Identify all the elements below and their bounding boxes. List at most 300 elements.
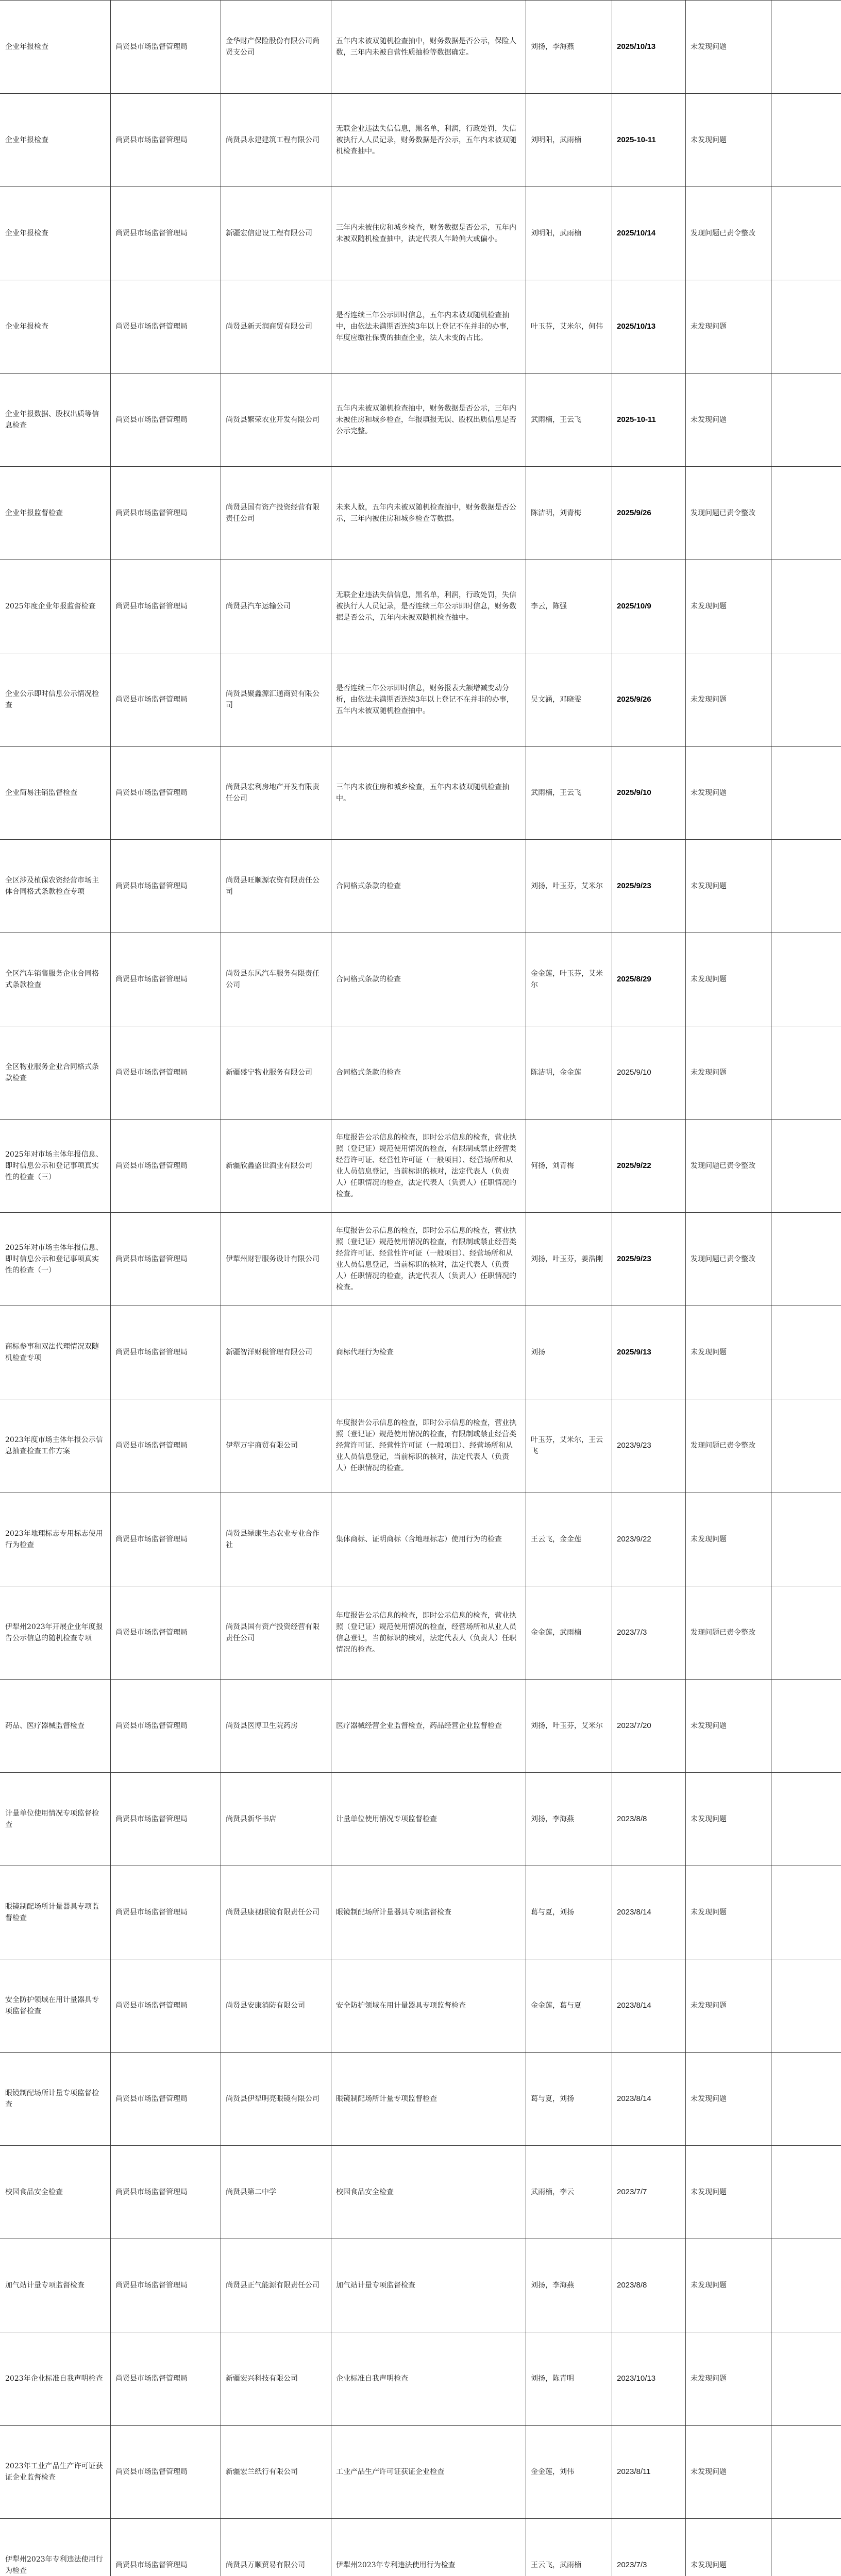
dept-cell <box>110 2239 221 2332</box>
remark-cell <box>771 2239 841 2332</box>
staff-text: 叶玉芬，艾米尔，何伟 <box>531 322 603 331</box>
table-row <box>0 560 841 653</box>
content-text: 三年内未被住房和城乡检查，五年内未被双随机检查抽中。 <box>336 783 509 803</box>
table-row <box>0 1772 841 1866</box>
staff-cell <box>526 280 612 373</box>
content-text: 是否连续三年公示即时信息，财务报表大额增减变动分析，由依法未满期否连续3年以上登记不在并非的办事，五年内未被双随机检查抽中。 <box>336 684 514 715</box>
subject-text: 伊犁州财智服务设计有限公司 <box>226 1255 319 1263</box>
staff-text: 武雨楠，王云飞 <box>531 788 581 797</box>
staff-text: 金金莲，叶玉芬，艾米尔 <box>531 969 603 989</box>
content-text: 加气站计量专项监督检查 <box>336 2281 415 2290</box>
remark-cell <box>771 933 841 1026</box>
task-cell <box>0 560 110 653</box>
dept-cell <box>110 1493 221 1586</box>
remark-cell <box>771 1212 841 1306</box>
dept-cell <box>110 560 221 653</box>
result-cell <box>685 93 771 187</box>
remark-cell <box>771 2425 841 2518</box>
result-cell <box>685 653 771 746</box>
content-cell <box>331 2145 526 2239</box>
subject-cell <box>221 1026 331 1119</box>
dept-text: 尚贤县市场监督管理局 <box>115 788 188 797</box>
remark-cell <box>771 0 841 93</box>
remark-cell <box>771 1119 841 1212</box>
dept-cell <box>110 1212 221 1306</box>
dept-text: 尚贤县市场监督管理局 <box>115 2001 188 2010</box>
content-text: 五年内未被双随机检查抽中，财务数据是否公示，保险人数，三年内未被自营性质抽检等数据确定。 <box>336 37 516 57</box>
task-cell <box>0 2239 110 2332</box>
table-row <box>0 1959 841 2052</box>
row-divider <box>0 2425 841 2426</box>
result-cell <box>685 1306 771 1399</box>
staff-text: 李云，陈强 <box>531 602 567 611</box>
result-text: 未发现问题 <box>691 1908 727 1917</box>
result-cell <box>685 1866 771 1959</box>
subject-cell <box>221 2425 331 2518</box>
content-cell <box>331 1026 526 1119</box>
result-cell <box>685 933 771 1026</box>
content-cell <box>331 1679 526 1772</box>
staff-text: 武雨楠，王云飞 <box>531 415 581 424</box>
date-cell <box>612 1399 685 1493</box>
content-cell <box>331 2332 526 2425</box>
staff-text: 刘扬，叶玉芬，艾米尔 <box>531 882 603 890</box>
date-text: 2023/7/3 <box>617 1628 647 1637</box>
task-cell <box>0 1866 110 1959</box>
staff-text: 叶玉芬，艾米尔，王云飞 <box>531 1436 603 1455</box>
content-cell <box>331 1772 526 1866</box>
dept-cell <box>110 1959 221 2052</box>
subject-text: 尚贤县国有资产投资经营有限责任公司 <box>226 1622 319 1642</box>
date-text: 2023/8/14 <box>617 2094 651 2103</box>
date-cell <box>612 93 685 187</box>
table-row <box>0 0 841 93</box>
subject-text: 尚贤县繁荣农业开发有限公司 <box>226 415 319 424</box>
dept-text: 尚贤县市场监督管理局 <box>115 1815 188 1823</box>
subject-text: 尚贤县旺顺源农资有限责任公司 <box>226 876 319 896</box>
task-cell <box>0 2332 110 2425</box>
subject-text: 尚贤县康视眼镜有限责任公司 <box>226 1908 319 1917</box>
task-cell <box>0 2145 110 2239</box>
table-row <box>0 1212 841 1306</box>
subject-cell <box>221 746 331 839</box>
date-text: 2025/9/26 <box>617 694 651 704</box>
result-text: 发现问题已责令整改 <box>691 1255 755 1263</box>
result-cell <box>685 560 771 653</box>
remark-cell <box>771 1586 841 1679</box>
date-cell <box>612 1772 685 1866</box>
date-cell <box>612 1212 685 1306</box>
remark-cell <box>771 466 841 560</box>
dept-text: 尚贤县市场监督管理局 <box>115 2561 188 2569</box>
subject-text: 尚贤县汽车运输公司 <box>226 602 291 611</box>
dept-cell <box>110 2145 221 2239</box>
subject-cell <box>221 1772 331 1866</box>
date-text: 2023/9/23 <box>617 1441 651 1450</box>
content-cell <box>331 1586 526 1679</box>
table-row <box>0 933 841 1026</box>
dept-text: 尚贤县市场监督管理局 <box>115 1721 188 1730</box>
result-cell <box>685 1586 771 1679</box>
staff-text: 葛与夏，刘扬 <box>531 1908 574 1917</box>
staff-text: 刘扬，李海燕 <box>531 2281 574 2290</box>
result-text: 未发现问题 <box>691 1348 727 1357</box>
subject-text: 新疆欣鑫盛世酒业有限公司 <box>226 1161 312 1170</box>
result-cell <box>685 187 771 280</box>
staff-text: 刘明阳，武雨楠 <box>531 229 581 238</box>
task-cell <box>0 1772 110 1866</box>
subject-text: 尚贤县东风汽车服务有限责任公司 <box>226 969 319 989</box>
staff-cell <box>526 93 612 187</box>
staff-cell <box>526 1679 612 1772</box>
subject-text: 尚贤县国有资产投资经营有限责任公司 <box>226 503 319 523</box>
task-text: 企业公示即时信息公示情况检查 <box>5 689 99 709</box>
result-text: 未发现问题 <box>691 42 727 51</box>
date-cell <box>612 2518 685 2576</box>
date-text: 2025/9/23 <box>617 881 651 890</box>
row-divider <box>0 2145 841 2146</box>
task-text: 全区汽车销售服务企业合同格式条款检查 <box>5 969 99 989</box>
task-cell <box>0 1306 110 1399</box>
table-row <box>0 1026 841 1119</box>
result-cell <box>685 1772 771 1866</box>
task-cell <box>0 2052 110 2145</box>
result-text: 未发现问题 <box>691 602 727 611</box>
date-cell <box>612 2052 685 2145</box>
row-divider <box>0 746 841 747</box>
date-text: 2025/9/26 <box>617 508 651 517</box>
result-cell <box>685 2425 771 2518</box>
date-text: 2025/10/14 <box>617 228 656 238</box>
date-text: 2023/8/14 <box>617 1907 651 1917</box>
subject-text: 尚贤县新华书店 <box>226 1815 276 1823</box>
result-text: 未发现问题 <box>691 2374 727 2383</box>
subject-cell <box>221 933 331 1026</box>
date-cell <box>612 466 685 560</box>
content-text: 计量单位使用情况专项监督检查 <box>336 1815 437 1823</box>
task-text: 安全防护领域在用计量器具专项监督检查 <box>5 1995 99 2015</box>
result-text: 未发现问题 <box>691 2467 727 2476</box>
task-text: 企业简易注销监督检查 <box>5 788 77 797</box>
dept-text: 尚贤县市场监督管理局 <box>115 135 188 144</box>
subject-cell <box>221 1493 331 1586</box>
date-cell <box>612 2239 685 2332</box>
remark-cell <box>771 1679 841 1772</box>
date-cell <box>612 1959 685 2052</box>
dept-cell <box>110 2518 221 2576</box>
task-text: 校园食品安全检查 <box>5 2188 63 2196</box>
date-cell <box>612 1679 685 1772</box>
result-cell <box>685 1119 771 1212</box>
task-cell <box>0 653 110 746</box>
date-text: 2025/9/23 <box>617 1254 651 1263</box>
dept-cell <box>110 839 221 933</box>
remark-cell <box>771 1399 841 1493</box>
subject-text: 新疆宏兰纸行有限公司 <box>226 2467 298 2476</box>
result-cell <box>685 280 771 373</box>
column-divider <box>110 0 111 2576</box>
result-cell <box>685 2518 771 2576</box>
remark-cell <box>771 2052 841 2145</box>
task-cell <box>0 280 110 373</box>
task-cell <box>0 746 110 839</box>
dept-text: 尚贤县市场监督管理局 <box>115 1068 188 1077</box>
table-row <box>0 93 841 187</box>
date-text: 2023/8/8 <box>617 1814 647 1823</box>
subject-text: 新疆宏兴科技有限公司 <box>226 2374 298 2383</box>
row-divider <box>0 1679 841 1680</box>
content-cell <box>331 933 526 1026</box>
content-cell <box>331 2425 526 2518</box>
subject-cell <box>221 187 331 280</box>
date-text: 2023/7/7 <box>617 2187 647 2196</box>
staff-cell <box>526 2239 612 2332</box>
staff-text: 王云飞，金金莲 <box>531 1535 581 1544</box>
result-cell <box>685 2145 771 2239</box>
table-row <box>0 2145 841 2239</box>
content-cell <box>331 839 526 933</box>
date-text: 2025/10/13 <box>617 42 656 51</box>
task-text: 眼镜制配场所计量器具专项监督检查 <box>5 1902 99 1922</box>
date-cell <box>612 1493 685 1586</box>
result-cell <box>685 1959 771 2052</box>
table-row <box>0 746 841 839</box>
dept-cell <box>110 1119 221 1212</box>
remark-cell <box>771 839 841 933</box>
staff-text: 何扬，刘青梅 <box>531 1161 574 1170</box>
staff-cell <box>526 1306 612 1399</box>
subject-cell <box>221 2518 331 2576</box>
staff-text: 陈洁明，刘青梅 <box>531 509 581 517</box>
subject-cell <box>221 1959 331 2052</box>
dept-text: 尚贤县市场监督管理局 <box>115 322 188 331</box>
subject-text: 尚贤县第二中学 <box>226 2188 276 2196</box>
content-text: 眼镜制配场所计量器具专项监督检查 <box>336 1908 451 1917</box>
task-text: 药品、医疗器械监督检查 <box>5 1721 85 1730</box>
staff-cell <box>526 466 612 560</box>
column-divider <box>685 0 686 2576</box>
task-cell <box>0 187 110 280</box>
result-cell <box>685 2239 771 2332</box>
row-divider <box>0 2518 841 2519</box>
subject-cell <box>221 2145 331 2239</box>
result-cell <box>685 746 771 839</box>
staff-cell <box>526 187 612 280</box>
task-cell <box>0 2425 110 2518</box>
subject-text: 尚贤县伊犁明亮眼镜有限公司 <box>226 2094 319 2103</box>
row-divider <box>0 1772 841 1773</box>
content-cell <box>331 746 526 839</box>
table-row <box>0 187 841 280</box>
staff-cell <box>526 1866 612 1959</box>
task-text: 商标参事和双法代理情况双随机检查专项 <box>5 1342 99 1362</box>
result-text: 未发现问题 <box>691 1721 727 1730</box>
staff-cell <box>526 2052 612 2145</box>
content-text: 合同格式条款的检查 <box>336 975 401 984</box>
task-text: 伊犁州2023年开展企业年度报告公示信息的随机检查专项 <box>5 1622 103 1642</box>
subject-text: 尚贤县新天润商贸有限公司 <box>226 322 312 331</box>
date-cell <box>612 653 685 746</box>
content-text: 年度报告公示信息的检查，即时公示信息的检查，营业执照（登记证）规范使用情况的检查，有限制或禁止经营类经营许可证、经营性许可证（一般项目）、经营场所和从业人员信息登记，当前标识的核对，法定代表人（负责人）任职情况的检查，法定代表人（负责人）任职情况的检查。 <box>336 1226 516 1292</box>
task-cell <box>0 1959 110 2052</box>
task-text: 2023年工业产品生产许可证获证企业监督检查 <box>5 2462 103 2482</box>
subject-cell <box>221 1866 331 1959</box>
dept-cell <box>110 1866 221 1959</box>
date-cell <box>612 746 685 839</box>
remark-cell <box>771 280 841 373</box>
date-text: 2023/9/22 <box>617 1534 651 1544</box>
task-cell <box>0 2518 110 2576</box>
result-text: 发现问题已责令整改 <box>691 509 755 517</box>
dept-cell <box>110 1399 221 1493</box>
dept-text: 尚贤县市场监督管理局 <box>115 602 188 611</box>
staff-text: 王云飞，武雨楠 <box>531 2561 581 2569</box>
table-row <box>0 2518 841 2576</box>
task-text: 企业年报检查 <box>5 135 48 144</box>
content-cell <box>331 1306 526 1399</box>
result-text: 未发现问题 <box>691 1535 727 1544</box>
dept-text: 尚贤县市场监督管理局 <box>115 2094 188 2103</box>
subject-text: 尚贤县安康消防有限公司 <box>226 2001 305 2010</box>
subject-cell <box>221 2239 331 2332</box>
dept-cell <box>110 187 221 280</box>
table-row <box>0 1399 841 1493</box>
date-cell <box>612 373 685 466</box>
dept-text: 尚贤县市场监督管理局 <box>115 1908 188 1917</box>
task-text: 伊犁州2023年专利违法使用行为检查 <box>5 2555 103 2575</box>
content-text: 眼镜制配场所计量专项监督检查 <box>336 2094 437 2103</box>
result-text: 未发现问题 <box>691 975 727 984</box>
result-cell <box>685 373 771 466</box>
task-text: 企业年报监督检查 <box>5 509 63 517</box>
result-text: 未发现问题 <box>691 415 727 424</box>
task-text: 2023年度市场主体年报公示信息抽查检查工作方案 <box>5 1436 103 1455</box>
task-cell <box>0 1493 110 1586</box>
task-text: 企业年报数据、股权出质等信息检查 <box>5 410 99 430</box>
content-text: 伊犁州2023年专利违法使用行为检查 <box>336 2561 456 2569</box>
date-cell <box>612 560 685 653</box>
table-row <box>0 1119 841 1212</box>
row-divider <box>0 0 841 1</box>
date-text: 2023/8/14 <box>617 2001 651 2010</box>
dept-cell <box>110 466 221 560</box>
date-cell <box>612 1119 685 1212</box>
task-cell <box>0 1119 110 1212</box>
subject-cell <box>221 1399 331 1493</box>
date-text: 2023/10/13 <box>617 2374 656 2383</box>
task-cell <box>0 373 110 466</box>
dept-cell <box>110 1026 221 1119</box>
staff-cell <box>526 2332 612 2425</box>
remark-cell <box>771 1866 841 1959</box>
date-text: 2025/8/29 <box>617 974 651 984</box>
subject-text: 尚贤县医博卫生院药房 <box>226 1721 298 1730</box>
result-text: 发现问题已责令整改 <box>691 1442 755 1450</box>
result-text: 未发现问题 <box>691 1815 727 1823</box>
content-cell <box>331 2239 526 2332</box>
dept-cell <box>110 1586 221 1679</box>
content-text: 校园食品安全检查 <box>336 2188 394 2196</box>
staff-text: 陈洁明，金金莲 <box>531 1068 581 1077</box>
staff-cell <box>526 2518 612 2576</box>
staff-cell <box>526 1399 612 1493</box>
dept-text: 尚贤县市场监督管理局 <box>115 1255 188 1263</box>
table-row <box>0 653 841 746</box>
task-text: 眼镜制配场所计量专项监督检查 <box>5 2089 99 2109</box>
subject-text: 尚贤县正气能源有限责任公司 <box>226 2281 319 2290</box>
content-cell <box>331 280 526 373</box>
dept-text: 尚贤县市场监督管理局 <box>115 975 188 984</box>
staff-text: 金金莲，武雨楠 <box>531 1628 581 1637</box>
staff-text: 吴文涵，邓晓雯 <box>531 695 581 704</box>
subject-cell <box>221 653 331 746</box>
date-text: 2025/9/10 <box>617 788 651 797</box>
remark-cell <box>771 1493 841 1586</box>
task-cell <box>0 1399 110 1493</box>
date-text: 2023/7/20 <box>617 1721 651 1730</box>
content-text: 年度报告公示信息的检查，即时公示信息的检查，营业执照（登记证）规范使用情况的检查，有限制或禁止经营类经营许可证、经营性许可证（一般项目）、经营场所和从业人员信息登记，当前标识的核对，法定代表人（负责人）任职情况的检查，法定代表人（负责人）任职情况的检查。 <box>336 1133 516 1198</box>
content-cell <box>331 2052 526 2145</box>
result-cell <box>685 1026 771 1119</box>
content-cell <box>331 1119 526 1212</box>
result-text: 发现问题已责令整改 <box>691 229 755 238</box>
task-text: 加气站计量专项监督检查 <box>5 2281 85 2290</box>
table-row <box>0 1866 841 1959</box>
result-text: 未发现问题 <box>691 2094 727 2103</box>
staff-cell <box>526 1212 612 1306</box>
task-text: 全区物业服务企业合同格式条款检查 <box>5 1062 99 1082</box>
dept-text: 尚贤县市场监督管理局 <box>115 1535 188 1544</box>
staff-cell <box>526 560 612 653</box>
task-cell <box>0 1026 110 1119</box>
dept-cell <box>110 653 221 746</box>
task-cell <box>0 933 110 1026</box>
remark-cell <box>771 653 841 746</box>
subject-cell <box>221 373 331 466</box>
table-row <box>0 373 841 466</box>
task-text: 全区涉及植保农资经营市场主体合同格式条款检查专项 <box>5 876 99 896</box>
remark-cell <box>771 2332 841 2425</box>
result-text: 未发现问题 <box>691 2001 727 2010</box>
content-text: 安全防护领域在用计量器具专项监督检查 <box>336 2001 466 2010</box>
table-row <box>0 1306 841 1399</box>
date-text: 2025/9/10 <box>617 1067 651 1077</box>
row-divider <box>0 466 841 467</box>
result-text: 发现问题已责令整改 <box>691 1161 755 1170</box>
staff-text: 刘扬，陈青明 <box>531 2374 574 2383</box>
staff-text: 刘扬 <box>531 1348 545 1357</box>
staff-text: 葛与夏，刘扬 <box>531 2094 574 2103</box>
result-text: 未发现问题 <box>691 2188 727 2196</box>
date-text: 2025/10/13 <box>617 321 656 331</box>
staff-cell <box>526 1959 612 2052</box>
content-text: 无联企业违法失信信息，黑名单，利润，行政处罚，失信被执行人人员记录，财务数据是否公示，五年内未被双随机检查抽中。 <box>336 124 516 156</box>
staff-cell <box>526 1493 612 1586</box>
task-text: 计量单位使用情况专项监督检查 <box>5 1809 99 1829</box>
content-cell <box>331 1866 526 1959</box>
content-text: 工业产品生产许可证获证企业检查 <box>336 2467 444 2476</box>
content-cell <box>331 1399 526 1493</box>
task-text: 2025年对市场主体年报信息、即时信息公示和登记事项真实性的检查（一） <box>5 1243 103 1275</box>
subject-text: 新疆宏信建设工程有限公司 <box>226 229 312 238</box>
staff-text: 刘明阳，武雨楠 <box>531 135 581 144</box>
dept-text: 尚贤县市场监督管理局 <box>115 2374 188 2383</box>
date-cell <box>612 2145 685 2239</box>
remark-cell <box>771 373 841 466</box>
result-cell <box>685 2052 771 2145</box>
date-text: 2025-10-11 <box>617 135 656 144</box>
subject-text: 尚贤县聚鑫源汇通商贸有限公司 <box>226 689 319 709</box>
